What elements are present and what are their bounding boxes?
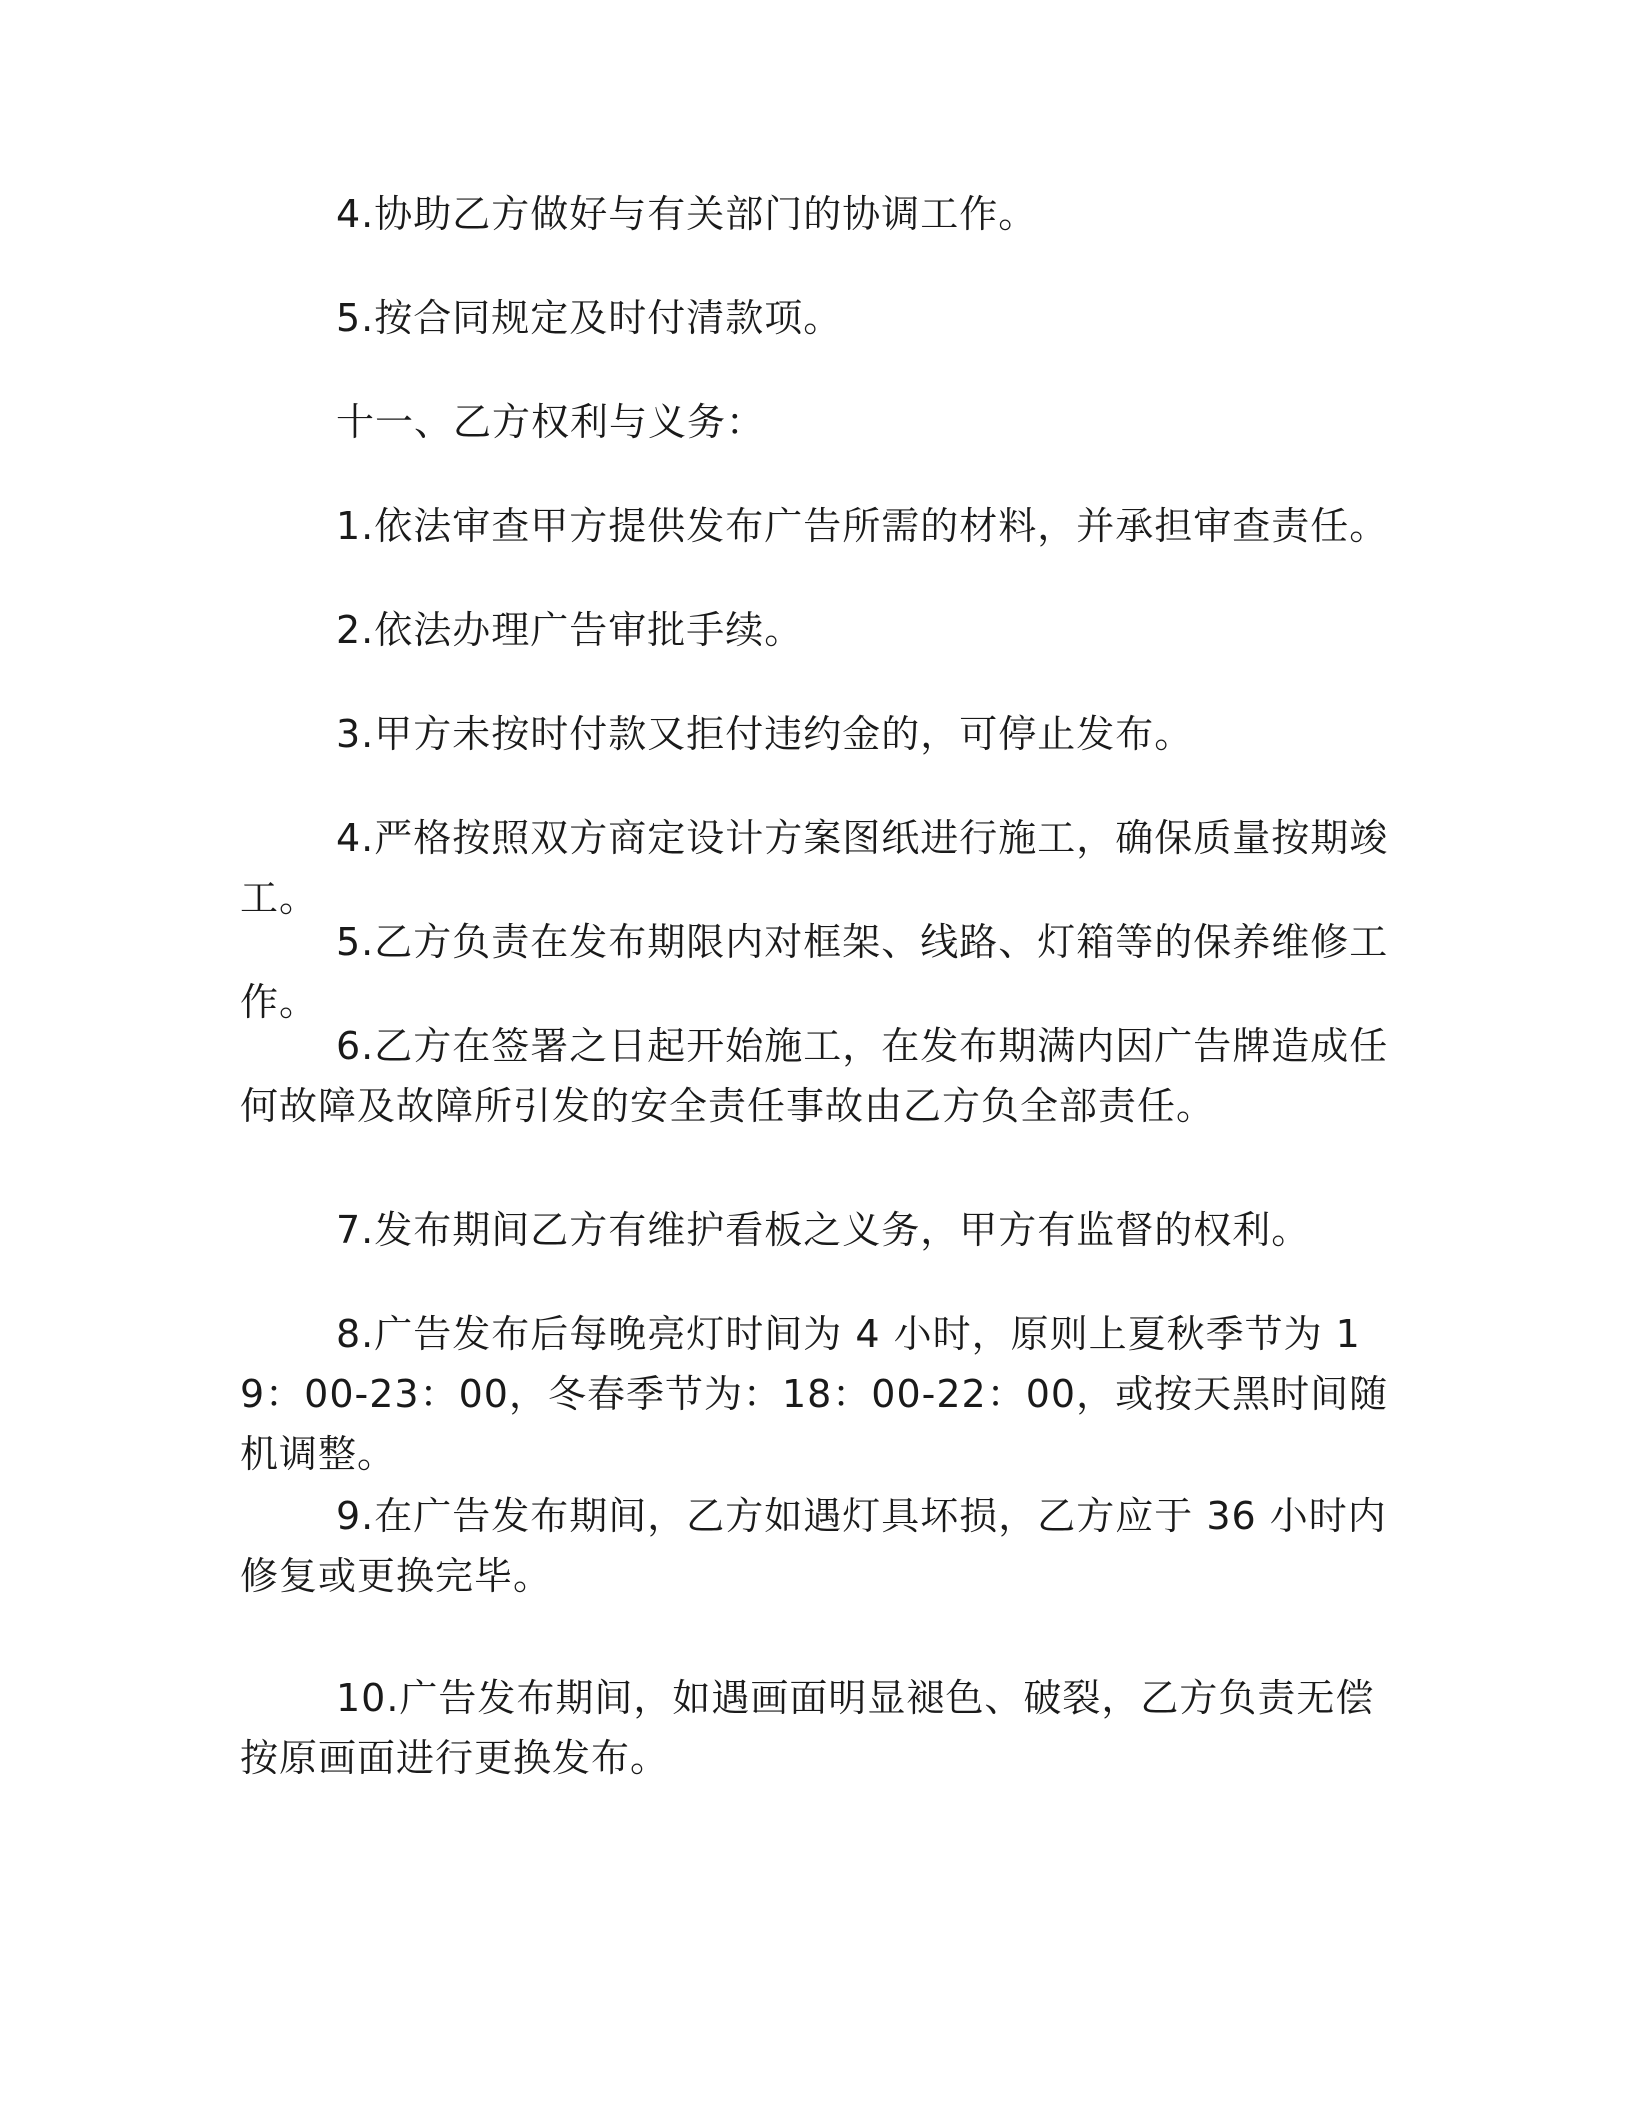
paragraph: 9.在广告发布期间，乙方如遇灯具坏损，乙方应于 36 小时内修复或更换完毕。 — [240, 1494, 1387, 1598]
paragraph: 6.乙方在签署之日起开始施工，在发布期满内因广告牌造成任何故障及故障所引发的安全责任事故由乙方负全部责任。 — [240, 1024, 1389, 1128]
paragraph: 5.乙方负责在发布期限内对框架、线路、灯箱等的保养维修工作。 — [240, 920, 1389, 1024]
paragraph: 10.广告发布期间，如遇画面明显褪色、破裂，乙方负责无偿按原画面进行更换发布。 — [240, 1676, 1375, 1780]
paragraph: 2.依法办理广告审批手续。 — [336, 608, 804, 652]
paragraph: 3.甲方未按时付款又拒付违约金的，可停止发布。 — [336, 712, 1194, 756]
paragraph: 5.按合同规定及时付清款项。 — [336, 296, 843, 340]
paragraph: 7.发布期间乙方有维护看板之义务，甲方有监督的权利。 — [336, 1208, 1311, 1252]
paragraph: 1.依法审查甲方提供发布广告所需的材料，并承担审查责任。 — [336, 504, 1389, 548]
paragraph: 4.协助乙方做好与有关部门的协调工作。 — [336, 192, 1038, 236]
section-heading: 十一、乙方权利与义务： — [336, 400, 766, 444]
paragraph: 8.广告发布后每晚亮灯时间为 4 小时，原则上夏秋季节为 19：00-23：00，冬春季节为：18：00-22：00，或按天黑时间随机调整。 — [240, 1312, 1389, 1476]
paragraph: 4.严格按照双方商定设计方案图纸进行施工，确保质量按期竣工。 — [240, 816, 1389, 920]
